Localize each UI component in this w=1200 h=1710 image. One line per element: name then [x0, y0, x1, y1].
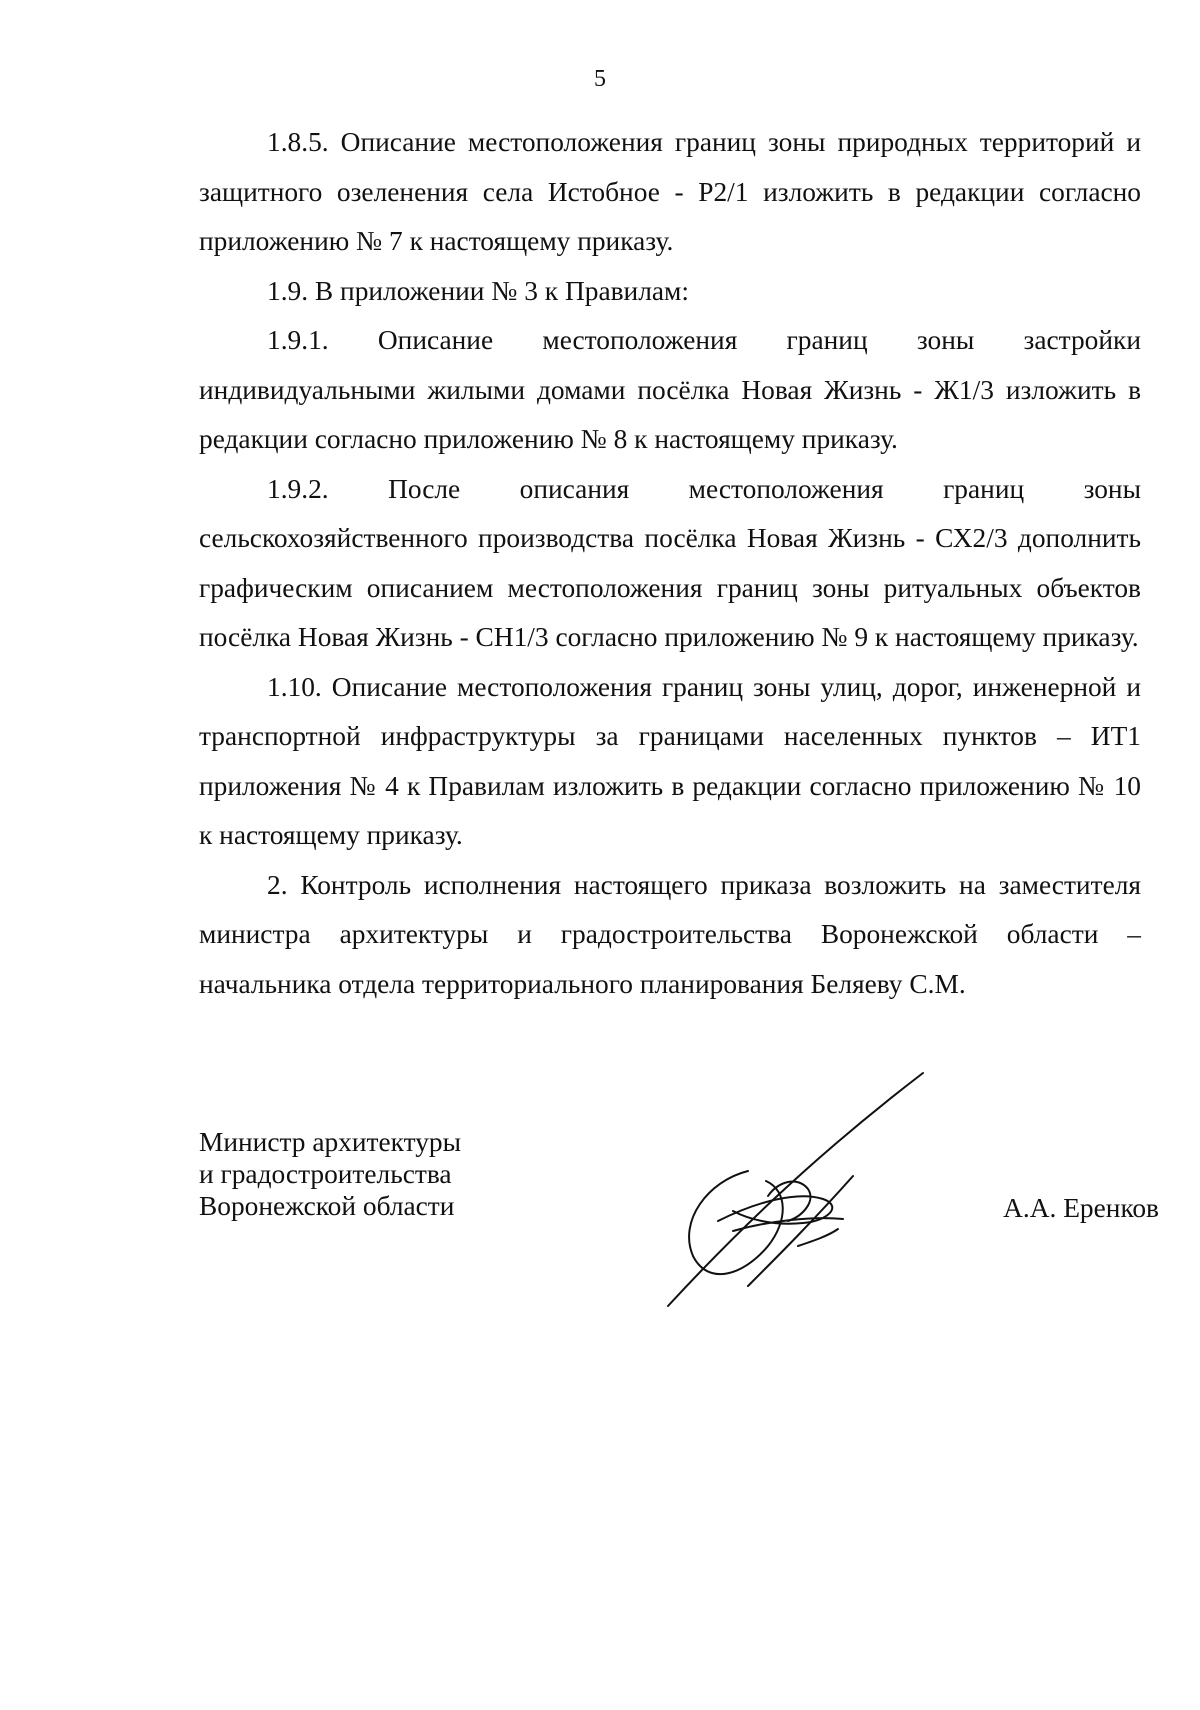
- handwritten-signature: [638, 1071, 938, 1321]
- paragraph-1-10: 1.10. Описание местоположения границ зоны улиц, дорог, инженерной и транспортной инфраструктуры за границами населенных пунктов – ИТ1 приложения № 4 к Правилам изложить в редакции согласно приложению № 10 к настоящему приказу.: [199, 671, 1141, 850]
- paragraph-1-9-1: 1.9.1. Описание местоположения границ зоны застройки индивидуальными жилыми домами посёлка Новая Жизнь - Ж1/3 изложить в редакции согласно приложению № 8 к настоящему приказу.: [199, 325, 1141, 454]
- signer-title: [199, 1126, 461, 1222]
- signer-title-line: Министр архитектуры: [199, 1127, 462, 1157]
- paragraph-1-9-2: 1.9.2. После описания местоположения границ зоны сельскохозяйственного производства посёлка Новая Жизнь - СХ2/3 дополнить графическим описанием местоположения границ зоны ритуальных объектов посёлка Новая Жизнь - СН1/3 согласно приложению № 9 к настоящему приказу.: [199, 473, 1141, 652]
- document-body: [199, 118, 1141, 1009]
- signer-title-line: Воронежской области: [199, 1191, 455, 1221]
- signer-name: А.А. Еренков: [1003, 1193, 1159, 1223]
- paragraph-1-9: 1.9. В приложении № 3 к Правилам:: [267, 275, 689, 306]
- signer-title-line: и градостроительства: [199, 1159, 452, 1189]
- page-number: 5: [594, 66, 606, 92]
- signature-block: [199, 1126, 1159, 1326]
- paragraph-2: 2. Контроль исполнения настоящего приказа возложить на заместителя министра архитектуры и градостроительства Воронежской области – начальника отдела территориального планирования Беляеву С.М.: [199, 869, 1141, 999]
- paragraph-1-8-5: 1.8.5. Описание местоположения границ зоны природных территорий и защитного озеленения села Истобное - Р2/1 изложить в редакции согласно приложению № 7 к настоящему приказу.: [199, 127, 1141, 256]
